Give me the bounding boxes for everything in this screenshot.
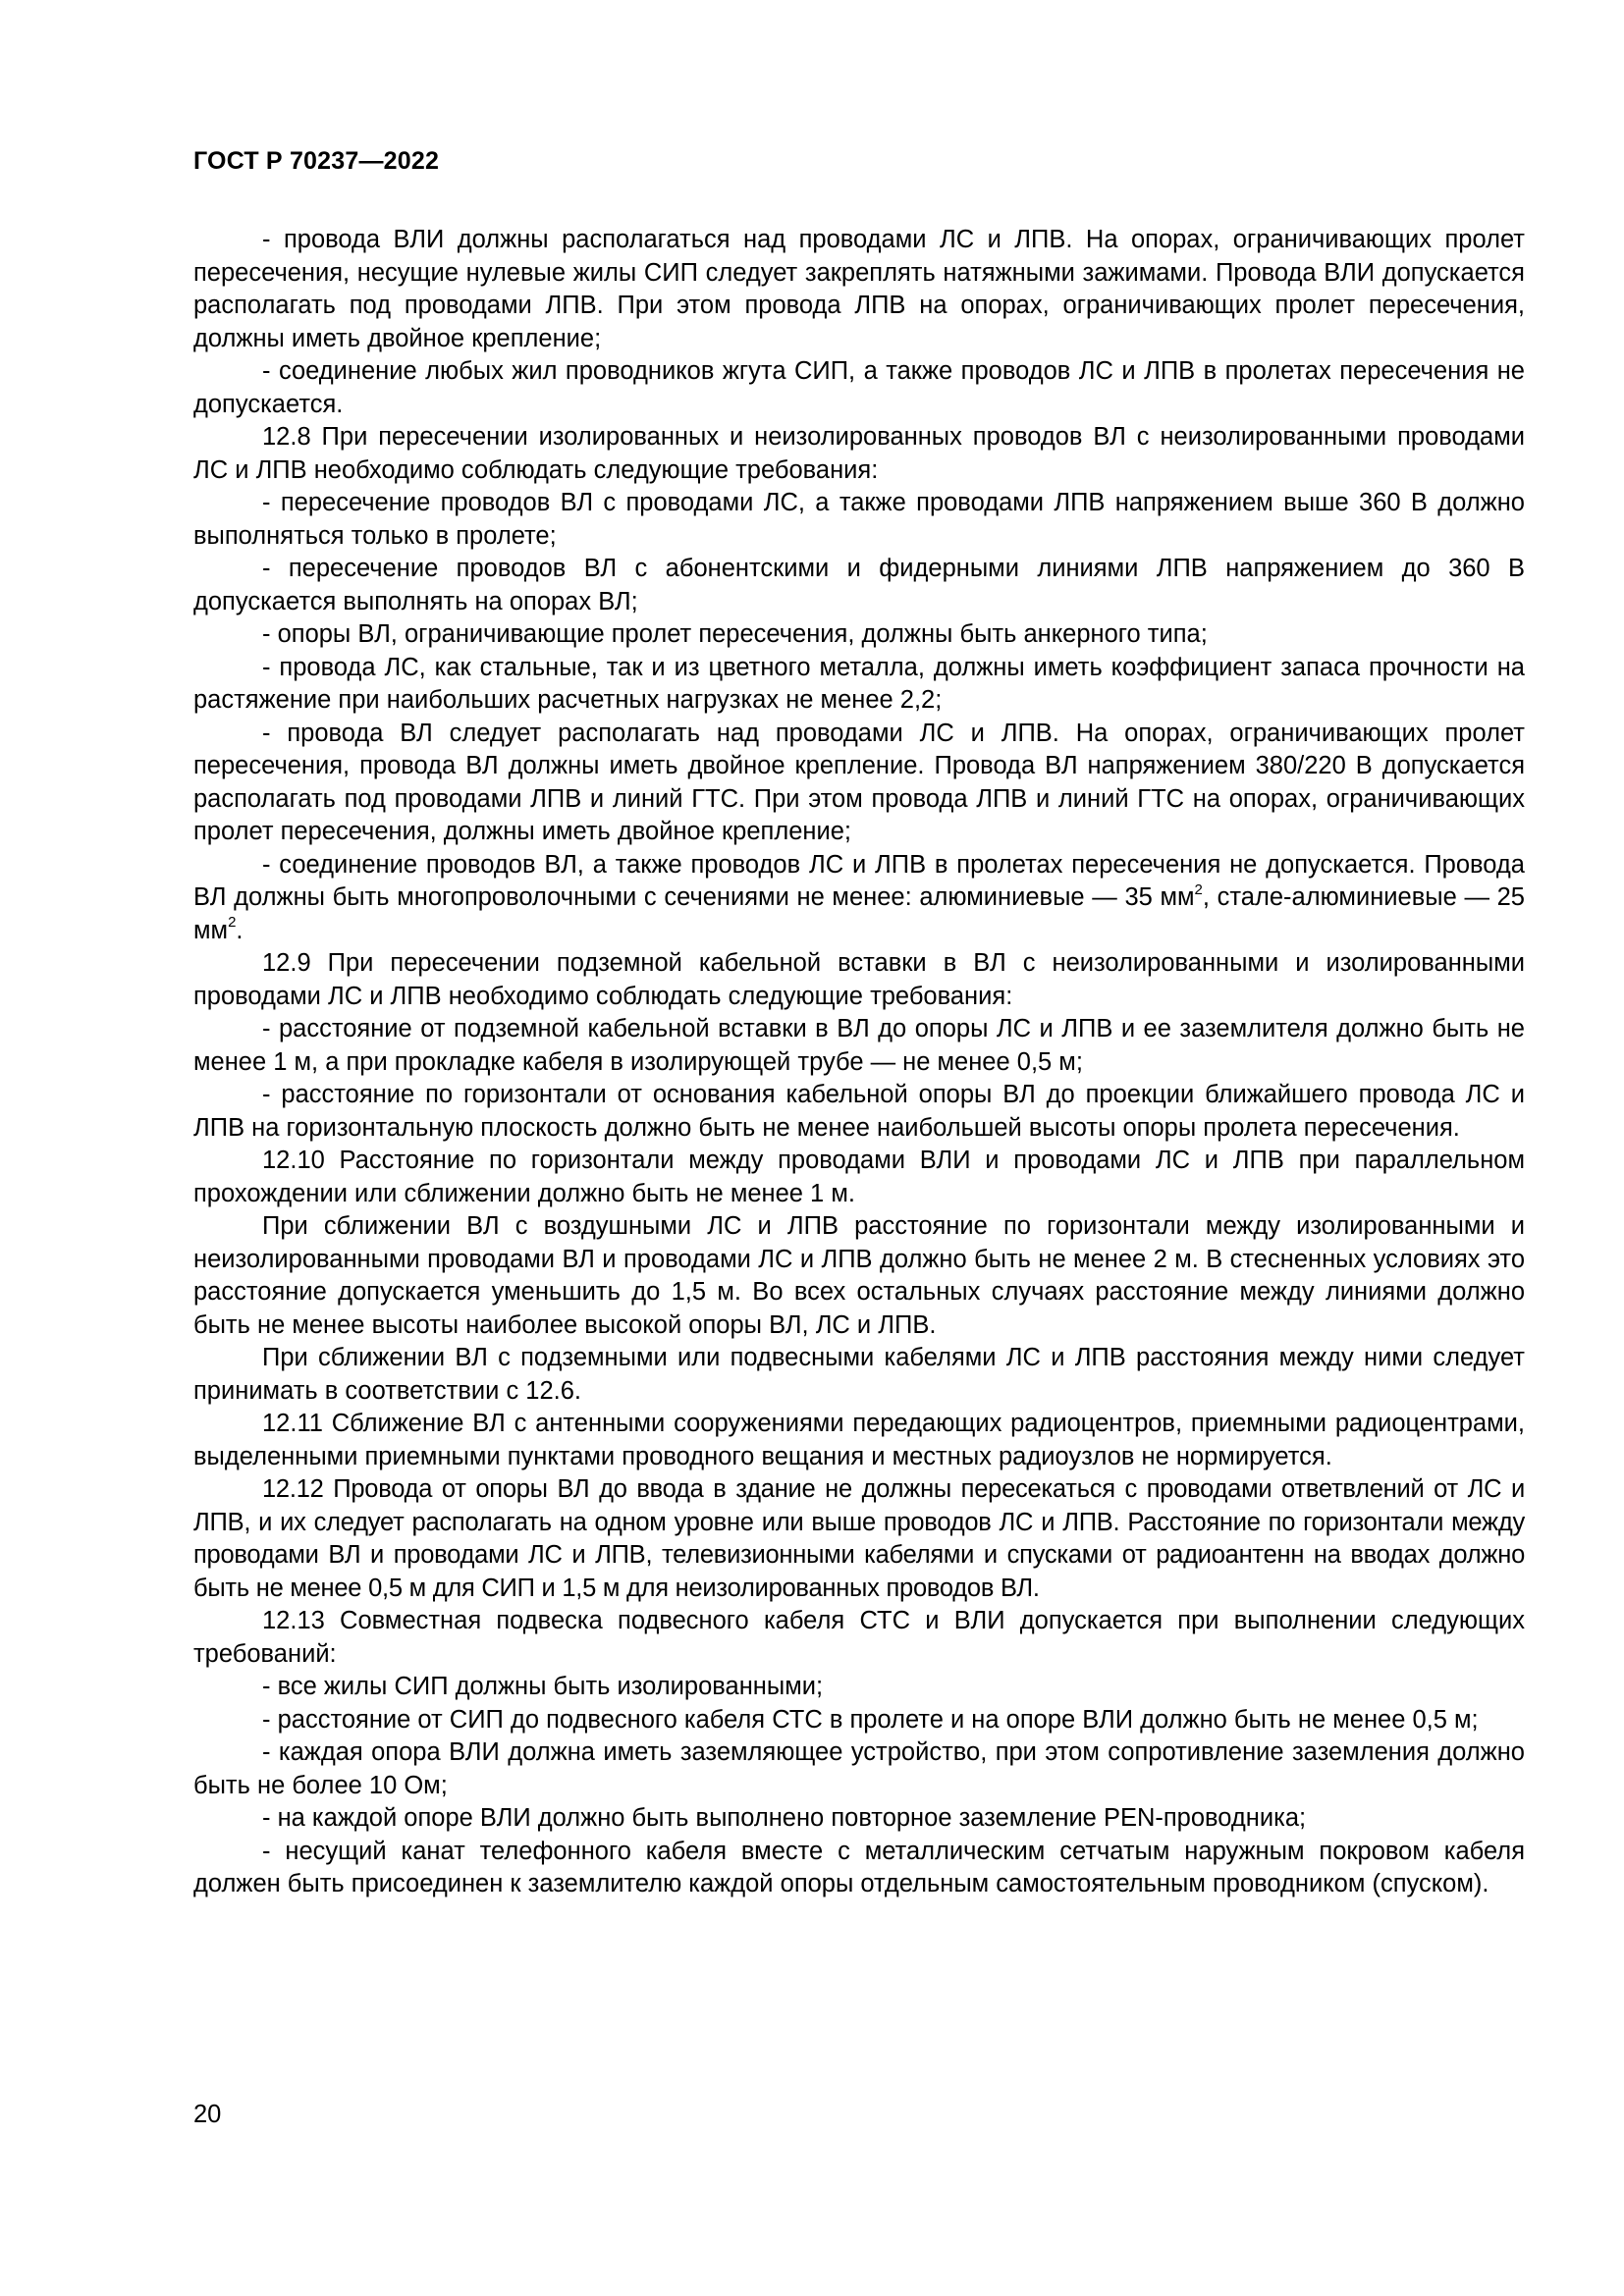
paragraph: - несущий канат телефонного кабеля вместе с металлическим сетчатым наружным покровом кабеля должен быть присоединен к заземлителю каждой опоры отдельным самостоятельным проводником (спуском). [193, 1837, 1525, 1897]
paragraph: 12.12 Провода от опоры ВЛ до ввода в здание не должны пересекаться с проводами ответвлений от ЛС и ЛПВ, и их следует располагать на одном уровне или выше проводов ЛС и ЛПВ. Расстояние по горизонтали между проводами ВЛ и проводами ЛС и ЛПВ, телевизионными кабелями и спусками от радиоантенн на вводах должно быть не менее 0,5 м для СИП и 1,5 м для неизолированных проводов ВЛ. [193, 1475, 1525, 1602]
paragraph: - на каждой опоре ВЛИ должно быть выполнено повторное заземление PEN-проводника; [262, 1804, 1307, 1832]
paragraph: - пересечение проводов ВЛ с проводами ЛС, а также проводами ЛПВ напряжением выше 360 В должно выполняться только в пролете; [193, 489, 1525, 550]
page-number: 20 [193, 2101, 222, 2128]
paragraph: - пересечение проводов ВЛ с абонентскими и фидерными линиями ЛПВ напряжением до 360 В допускается выполнять на опорах ВЛ; [193, 555, 1525, 615]
paragraph: - каждая опора ВЛИ должна иметь заземляющее устройство, при этом сопротивление заземления должно быть не более 10 Ом; [193, 1738, 1525, 1799]
paragraph: - опоры ВЛ, ограничивающие пролет пересечения, должны быть анкерного типа; [262, 620, 1208, 648]
paragraph: - все жилы СИП должны быть изолированными; [262, 1673, 824, 1700]
paragraph: - провода ВЛ следует располагать над проводами ЛС и ЛПВ. На опорах, ограничивающих пролет пересечения, провода ВЛ должны иметь двойное крепление. Провода ВЛ напряжением 380/220 В допускается располагать под проводами ЛПВ и линий ГТС. При этом провода ЛПВ и линий ГТС на опорах, ограничивающих пролет пересечения, должны иметь двойное крепление; [193, 719, 1525, 845]
paragraph: - расстояние по горизонтали от основания кабельной опоры ВЛ до проекции ближайшего провода ЛС и ЛПВ на горизонтальную плоскость должно быть не менее наибольшей высоты опоры пролета пересечения. [193, 1081, 1525, 1142]
paragraph: - расстояние от подземной кабельной вставки в ВЛ до опоры ЛС и ЛПВ и ее заземлителя должно быть не менее 1 м, а при прокладке кабеля в изолирующей трубе — не менее 0,5 м; [193, 1015, 1525, 1076]
paragraph: При сближении ВЛ с подземными или подвесными кабелями ЛС и ЛПВ расстояния между ними следует принимать в соответствии с 12.6. [193, 1344, 1525, 1405]
paragraph: 12.10 Расстояние по горизонтали между проводами ВЛИ и проводами ЛС и ЛПВ при параллельном прохождении или сближении должно быть не менее 1 м. [193, 1147, 1525, 1207]
paragraph: - соединение любых жил проводников жгута СИП, а также проводов ЛС и ЛПВ в пролетах пересечения не допускается. [193, 357, 1525, 418]
wire-section-text-2: , стале-алюминиевые — 25 мм [193, 883, 1525, 944]
paragraph: При сближении ВЛ с воздушными ЛС и ЛПВ расстояние по горизонтали между изолированными и неизолированными проводами ВЛ и проводами ЛС и ЛПВ должно быть не менее 2 м. В стесненных условиях это расстояние допускается уменьшить до 1,5 м. Во всех остальных случаях расстояние между линиями должно быть не менее высоты наиболее высокой опоры ВЛ, ЛС и ЛПВ. [193, 1212, 1525, 1339]
superscript: 2 [228, 914, 237, 931]
wire-section-paragraph [193, 849, 1525, 948]
paragraph: - провода ЛС, как стальные, так и из цветного металла, должны иметь коэффициент запаса прочности на растяжение при наибольших расчетных нагрузках не менее 2,2; [193, 653, 1525, 714]
document-header: ГОСТ Р 70237—2022 [193, 147, 440, 175]
paragraph: - расстояние от СИП до подвесного кабеля СТС в пролете и на опоре ВЛИ должно быть не менее 0,5 м; [262, 1705, 1479, 1734]
wire-section-text-3: . [236, 916, 244, 944]
paragraph: 12.11 Сближение ВЛ с антенными сооружениями передающих радиоцентров, приемными радиоцентрами, выделенными приемными пунктами проводного вещания и местных радиоузлов не нормируется. [193, 1410, 1525, 1470]
superscript: 2 [1194, 881, 1203, 898]
paragraph: 12.9 При пересечении подземной кабельной вставки в ВЛ с неизолированными и изолированными проводами ЛС и ЛПВ необходимо соблюдать следующие требования: [193, 949, 1525, 1010]
wire-section-text-1: - соединение проводов ВЛ, а также проводов ЛС и ЛПВ в пролетах пересечения не допускается. Провода ВЛ должны быть многопроволочными с сечениями не менее: алюминиевые — 35 мм [193, 850, 1525, 911]
paragraph: 12.13 Совместная подвеска подвесного кабеля СТС и ВЛИ допускается при выполнении следующих требований: [193, 1607, 1525, 1668]
paragraph: - провода ВЛИ должны располагаться над проводами ЛС и ЛПВ. На опорах, ограничивающих пролет пересечения, несущие нулевые жилы СИП следует закреплять натяжными зажимами. Провода ВЛИ допускается располагать под проводами ЛПВ. При этом провода ЛПВ на опорах, ограничивающих пролет пересечения, должны иметь двойное крепление; [193, 226, 1525, 352]
document-body [193, 224, 1525, 1901]
paragraph: 12.8 При пересечении изолированных и неизолированных проводов ВЛ с неизолированными проводами ЛС и ЛПВ необходимо соблюдать следующие требования: [193, 423, 1525, 484]
